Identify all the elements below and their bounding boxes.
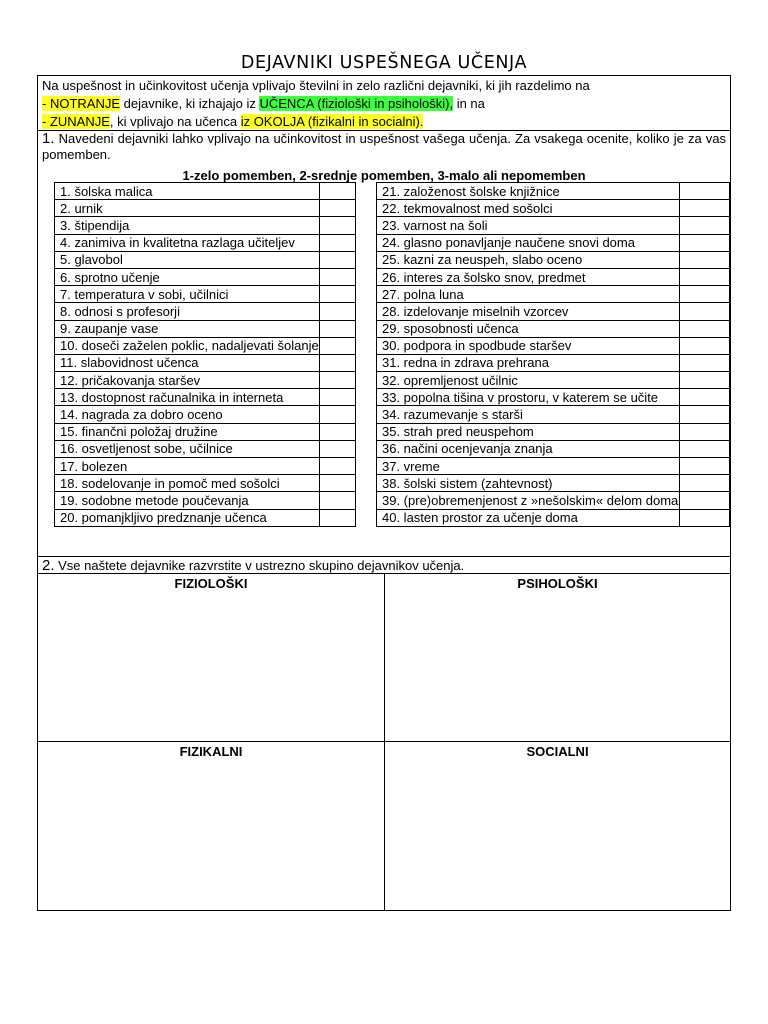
table-row [55,268,356,285]
factor-label: 18. sodelovanje in pomoč med sošolci [55,475,320,492]
rating-cell[interactable] [319,475,355,492]
rating-cell[interactable] [319,492,355,509]
factor-label: 9. zaupanje vase [55,320,320,337]
table-row [377,251,730,268]
rating-cell[interactable] [319,389,355,406]
table-row [55,354,356,371]
rating-cell[interactable] [319,251,355,268]
factor-label: 6. sprotno učenje [55,268,320,285]
factor-label: 15. finančni položaj družine [55,423,320,440]
rating-cell[interactable] [319,509,355,526]
factor-label: 14. nagrada za dobro oceno [55,406,320,423]
table-row [55,406,356,423]
table-row [55,251,356,268]
rating-cell[interactable] [319,234,355,251]
factor-label: 30. podpora in spodbude staršev [377,337,680,354]
table-row [377,183,730,200]
factor-label: 22. tekmovalnost med sošolci [377,200,680,217]
rating-cell[interactable] [319,320,355,337]
table-row [55,389,356,406]
table-row [55,423,356,440]
factor-label: 19. sodobne metode poučevanja [55,492,320,509]
rating-cell[interactable] [319,268,355,285]
intro-line-1: Na uspešnost in učinkovitost učenja vplivajo številni in zelo različni dejavniki, ki jih razdelimo na [42,78,590,93]
rating-cell[interactable] [679,406,729,423]
factor-label: 12. pričakovanja staršev [55,372,320,389]
table-row [55,509,356,526]
factor-label: 31. redna in zdrava prehrana [377,354,680,371]
table-row [377,458,730,475]
rating-cell[interactable] [679,440,729,457]
factor-label: 13. dostopnost računalnika in interneta [55,389,320,406]
rating-cell[interactable] [319,372,355,389]
factor-label: 24. glasno ponavljanje naučene snovi doma [377,234,680,251]
factor-label: 17. bolezen [55,458,320,475]
table-row [377,354,730,371]
table-row [55,303,356,320]
factor-label: 38. šolski sistem (zahtevnost) [377,475,680,492]
table-row [377,509,730,526]
page-title: DEJAVNIKI USPEŠNEGA UČENJA [240,53,528,73]
table-row [55,372,356,389]
question-1-text: Navedeni dejavniki lahko vplivajo na učinkovitost in uspešnost vašega učenja. Za vsakega ocenite, koliko je za vas pomemben. [42,131,726,162]
rating-cell[interactable] [679,268,729,285]
rating-cell[interactable] [679,234,729,251]
factor-label: 16. osvetljenost sobe, učilnice [55,440,320,457]
external-factors-label: - ZUNANJE [42,114,110,129]
intro-line-3 [42,113,726,131]
category-label-fizioloski: FIZIOLOŠKI [174,576,248,591]
factor-label: 2. urnik [55,200,320,217]
category-box-socialni[interactable] [385,742,730,910]
factor-label: 34. razumevanje s starši [377,406,680,423]
factor-label: 1. šolska malica [55,183,320,200]
rating-cell[interactable] [679,200,729,217]
table-row [377,423,730,440]
factor-label: 32. opremljenost učilnic [377,372,680,389]
table-row [55,200,356,217]
factor-label: 20. pomanjkljivo predznanje učenca [55,509,320,526]
table-row [55,234,356,251]
rating-cell[interactable] [679,337,729,354]
category-label-psiholoski: PSIHOLOŠKI [517,576,598,591]
worksheet-frame [37,75,731,911]
category-box-fizioloski[interactable] [38,574,385,742]
factors-table-left [54,182,356,527]
rating-cell[interactable] [679,183,729,200]
factor-label: 35. strah pred neuspehom [377,423,680,440]
factor-label: 29. sposobnosti učenca [377,320,680,337]
table-row [377,320,730,337]
table-row [55,286,356,303]
table-row [55,320,356,337]
rating-cell[interactable] [319,337,355,354]
factor-label: 28. izdelovanje miselnih vzorcev [377,303,680,320]
intro-box [38,76,730,131]
factor-label: 37. vreme [377,458,680,475]
learner-factors-label: UČENCA (fiziološki in psihološki), [259,96,454,111]
table-row [377,440,730,457]
category-label-socialni: SOCIALNI [526,744,589,759]
rating-scale: 1-zelo pomemben, 2-srednje pomemben, 3-malo ali nepomemben [182,168,586,183]
category-box-psiholoski[interactable] [385,574,730,742]
table-row [55,492,356,509]
table-row [377,406,730,423]
rating-cell[interactable] [679,320,729,337]
rating-cell[interactable] [319,183,355,200]
category-label-fizikalni: FIZIKALNI [179,744,243,759]
factor-label: 7. temperatura v sobi, učilnici [55,286,320,303]
table-row [377,303,730,320]
rating-cell[interactable] [319,440,355,457]
factors-table-right [376,182,730,527]
factor-label: 33. popolna tišina v prostoru, v katerem se učite [377,389,680,406]
factor-label: 10. doseči zaželen poklic, nadaljevati šolanje [55,337,320,354]
rating-cell[interactable] [679,492,729,509]
rating-cell[interactable] [319,423,355,440]
rating-cell[interactable] [319,200,355,217]
table-row [55,337,356,354]
factor-label: 27. polna luna [377,286,680,303]
rating-cell[interactable] [679,475,729,492]
table-row [55,440,356,457]
factor-label: 25. kazni za neuspeh, slabo oceno [377,251,680,268]
question-2-number: 2. [42,557,55,574]
question-1 [38,131,730,162]
factor-label: 23. varnost na šoli [377,217,680,234]
intro-line-3-text: , ki vplivajo na učenca [109,114,241,129]
rating-cell[interactable] [319,458,355,475]
table-row [55,475,356,492]
rating-cell[interactable] [679,372,729,389]
factor-label: 8. odnosi s profesorji [55,303,320,320]
table-row [377,200,730,217]
intro-line-2-end: in na [453,96,485,111]
table-row [377,492,730,509]
rating-cell[interactable] [679,354,729,371]
factor-label: 3. štipendija [55,217,320,234]
rating-cell[interactable] [679,303,729,320]
category-box-fizikalni[interactable] [38,742,385,910]
factor-label: 39. (pre)obremenjenost z »nešolskim« delom doma [377,492,680,509]
rating-cell[interactable] [319,286,355,303]
table-row [377,337,730,354]
rating-cell[interactable] [319,303,355,320]
table-row [377,234,730,251]
table-row [377,372,730,389]
question-2 [38,556,730,574]
rating-cell[interactable] [319,217,355,234]
table-row [377,268,730,285]
environment-factors-label: iz OKOLJA (fizikalni in socialni). [240,114,424,129]
rating-cell[interactable] [679,217,729,234]
rating-cell[interactable] [679,389,729,406]
internal-factors-label: - NOTRANJE [42,96,120,111]
table-row [377,389,730,406]
rating-cell[interactable] [679,423,729,440]
rating-cell[interactable] [679,286,729,303]
rating-cell[interactable] [679,458,729,475]
table-row [55,458,356,475]
rating-cell[interactable] [319,354,355,371]
factor-label: 4. zanimiva in kvalitetna razlaga učiteljev [55,234,320,251]
table-row [377,286,730,303]
factor-label: 26. interes za šolsko snov, predmet [377,268,680,285]
table-row [55,217,356,234]
rating-cell[interactable] [319,406,355,423]
question-2-text: Vse naštete dejavnike razvrstite v ustrezno skupino dejavnikov učenja. [54,558,465,573]
factor-label: 5. glavobol [55,251,320,268]
table-row [377,475,730,492]
factor-label: 11. slabovidnost učenca [55,354,320,371]
factor-label: 36. načini ocenjevanja znanja [377,440,680,457]
rating-cell[interactable] [679,509,729,526]
factor-label: 21. založenost šolske knjižnice [377,183,680,200]
table-row [55,183,356,200]
factor-label: 40. lasten prostor za učenje doma [377,509,680,526]
question-1-number: 1. [42,130,55,147]
intro-line-2-text: dejavnike, ki izhajajo iz [120,96,260,111]
table-row [377,217,730,234]
rating-cell[interactable] [679,251,729,268]
intro-line-2 [42,95,726,113]
